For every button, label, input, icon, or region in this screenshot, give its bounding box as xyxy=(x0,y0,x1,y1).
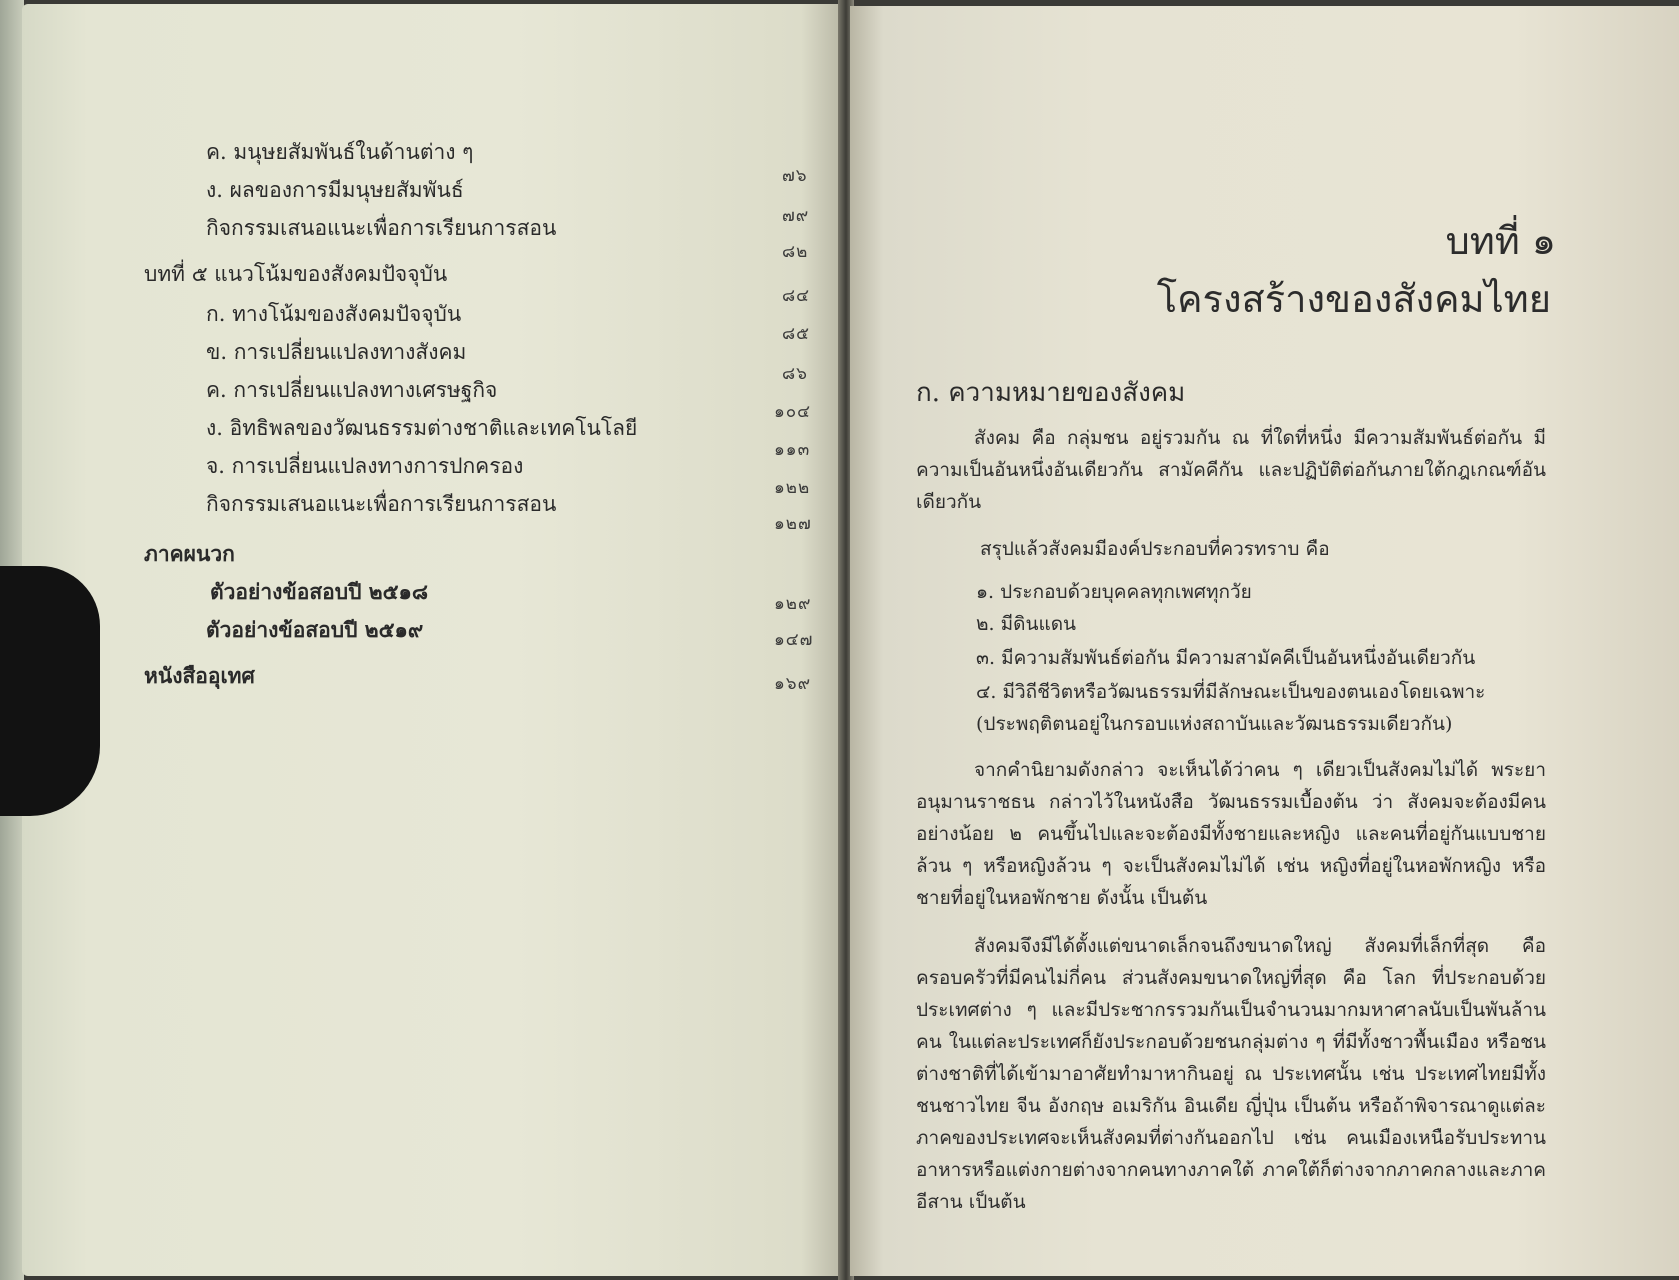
toc-entry-page: ๘๒ xyxy=(782,242,809,262)
toc-chapter-label: บทที่ ๕ แนวโน้มของสังคมปัจจุบัน xyxy=(144,262,448,286)
toc-entry xyxy=(22,174,852,226)
toc-entry-label: ตัวอย่างข้อสอบปี ๒๕๑๙ xyxy=(206,617,424,642)
toc-entry-page: ๘๕ xyxy=(782,324,810,344)
list-item: ๑. ประกอบด้วยบุคคลทุกเพศทุกวัย xyxy=(976,581,1252,603)
section-heading: ก. ความหมายของสังคม xyxy=(916,378,1186,408)
toc-bibliography-title: หนังสืออุเทศ xyxy=(144,663,255,688)
body-paragraph xyxy=(916,422,1546,518)
list-item: ๓. มีความสัมพันธ์ต่อกัน มีความสามัคคีเป็นอันหนึ่งอันเดียวกัน xyxy=(976,647,1476,669)
toc-entry-page: ๑๑๓ xyxy=(774,440,811,460)
body-paragraph xyxy=(916,930,1546,1218)
toc-entry-page: ๑๖๙ xyxy=(774,674,812,694)
list-item: ๔. มีวิถีชีวิตหรือวัฒนธรรมที่มีลักษณะเป็นของตนเองโดยเฉพาะ (ประพฤติตนอยู่ในกรอบแห่งสถาบันและวัฒนธรรมเดียวกัน) xyxy=(976,681,1486,735)
toc-entry-page: ๑๒๙ xyxy=(774,594,812,614)
toc-entry xyxy=(22,576,852,616)
toc-entry-label: ก. ทางโน้มของสังคมปัจจุบัน xyxy=(206,302,462,326)
toc-entry xyxy=(22,336,852,384)
toc-entry-label: กิจกรรมเสนอแนะเพื่อการเรียนการสอน xyxy=(206,492,557,516)
toc-entry xyxy=(22,488,852,534)
chapter-title: โครงสร้างของสังคมไทย xyxy=(1156,277,1551,321)
toc-entry-page: ๑๒๗ xyxy=(774,514,812,534)
left-page-toc xyxy=(22,4,842,1276)
toc-entry xyxy=(22,298,852,344)
toc-entry-page: ๑๔๗ xyxy=(774,630,814,650)
toc-entry-page: ๑๒๒ xyxy=(774,478,811,498)
chapter-number: บทที่ ๑ xyxy=(1445,219,1556,263)
toc-entry-label: ง. อิทธิพลของวัฒนธรรมต่างชาติและเทคโนโลยี xyxy=(206,416,638,440)
toc-entry xyxy=(22,614,852,654)
toc-entry xyxy=(22,258,852,306)
thumb-shadow xyxy=(0,566,100,816)
toc-entry-label: จ. การเปลี่ยนแปลงทางการปกครอง xyxy=(206,454,524,478)
toc-entry xyxy=(22,136,852,186)
toc-entry-page: ๗๖ xyxy=(782,166,808,186)
toc-entry-page: ๑๐๔ xyxy=(774,402,812,422)
toc-entry-label: ข. การเปลี่ยนแปลงทางสังคม xyxy=(206,340,467,364)
toc-entry-page: ๘๔ xyxy=(782,286,810,306)
toc-entry-label: ตัวอย่างข้อสอบปี ๒๕๑๘ xyxy=(210,579,429,604)
toc-appendix-title: ภาคผนวก xyxy=(144,541,235,566)
toc-entry-label: ง. ผลของการมีมนุษยสัมพันธ์ xyxy=(206,178,464,202)
body-paragraph xyxy=(916,754,1546,914)
toc-entry-page: ๗๙ xyxy=(782,206,810,226)
toc-entry-label: ค. มนุษยสัมพันธ์ในด้านต่าง ๆ xyxy=(206,140,474,164)
toc-entry xyxy=(22,374,852,422)
toc-entry xyxy=(22,412,852,460)
paragraph-text: สังคม คือ กลุ่มชน อยู่รวมกัน ณ ที่ใดที่หนึ่ง มีความสัมพันธ์ต่อกัน มีความเป็นอันหนึ่งอันเดียวกัน สามัคคีกัน และปฏิบัติต่อกันภายใต้กฎเกณฑ์อันเดียวกัน xyxy=(916,427,1546,513)
toc-entry xyxy=(22,450,852,498)
toc-entry xyxy=(22,212,852,262)
summary-line: สรุปแล้วสังคมมีองค์ประกอบที่ควรทราบ คือ xyxy=(980,538,1330,560)
paragraph-text: จากคำนิยามดังกล่าว จะเห็นได้ว่าคน ๆ เดียวเป็นสังคมไม่ได้ พระยาอนุมานราชธน กล่าวไว้ในหนังสือ วัฒนธรรมเบื้องต้น ว่า สังคมจะต้องมีคนอย่างน้อย ๒ คนขึ้นไปและจะต้องมีทั้งชายและหญิง และคนที่อยู่กันแบบชายล้วน ๆ หรือหญิงล้วน ๆ จะเป็นสังคมไม่ได้ เช่น หญิงที่อยู่ในหอพักหญิง หรือชายที่อยู่ในหอพักชาย ดังนั้น เป็นต้น xyxy=(916,759,1546,909)
paragraph-text: สังคมจึงมีได้ตั้งแต่ขนาดเล็กจนถึงขนาดใหญ่ สังคมที่เล็กที่สุด คือ ครอบครัวที่มีคนไม่กี่คน ส่วนสังคมขนาดใหญ่ที่สุด คือ โลก ที่ประกอบด้วยประเทศต่าง ๆ และมีประชากรรวมกันเป็นจำนวนมากมหาศาลนับเป็นพันล้านคน ในแต่ละประเทศก็ยังประกอบด้วยชนกลุ่มต่าง ๆ ที่มีทั้งชาวพื้นเมือง หรือชนต่างชาติที่ได้เข้ามาอาศัยทำมาหากินอยู่ ณ ประเทศนั้น เช่น ประเทศไทยมีทั้งชนชาวไทย จีน อังกฤษ อเมริกัน อินเดีย ญี่ปุ่น เป็นต้น หรือถ้าพิจารณาดูแต่ละภาคของประเทศจะเห็นสังคมที่ต่างกันออกไป เช่น คนเมืองเหนือรับประทานอาหารหรือแต่งกายต่างจากคนทางภาคใต้ ภาคใต้ก็ต่างจากภาคกลางและภาคอีสาน เป็นต้น xyxy=(916,935,1546,1213)
list-item: ๒. มีดินแดน xyxy=(976,613,1077,635)
toc-entry xyxy=(22,660,852,700)
toc-entry-page: ๘๖ xyxy=(782,364,808,384)
toc-entry-label: ค. การเปลี่ยนแปลงทางเศรษฐกิจ xyxy=(206,378,498,402)
toc-entry-label: กิจกรรมเสนอแนะเพื่อการเรียนการสอน xyxy=(206,216,557,240)
